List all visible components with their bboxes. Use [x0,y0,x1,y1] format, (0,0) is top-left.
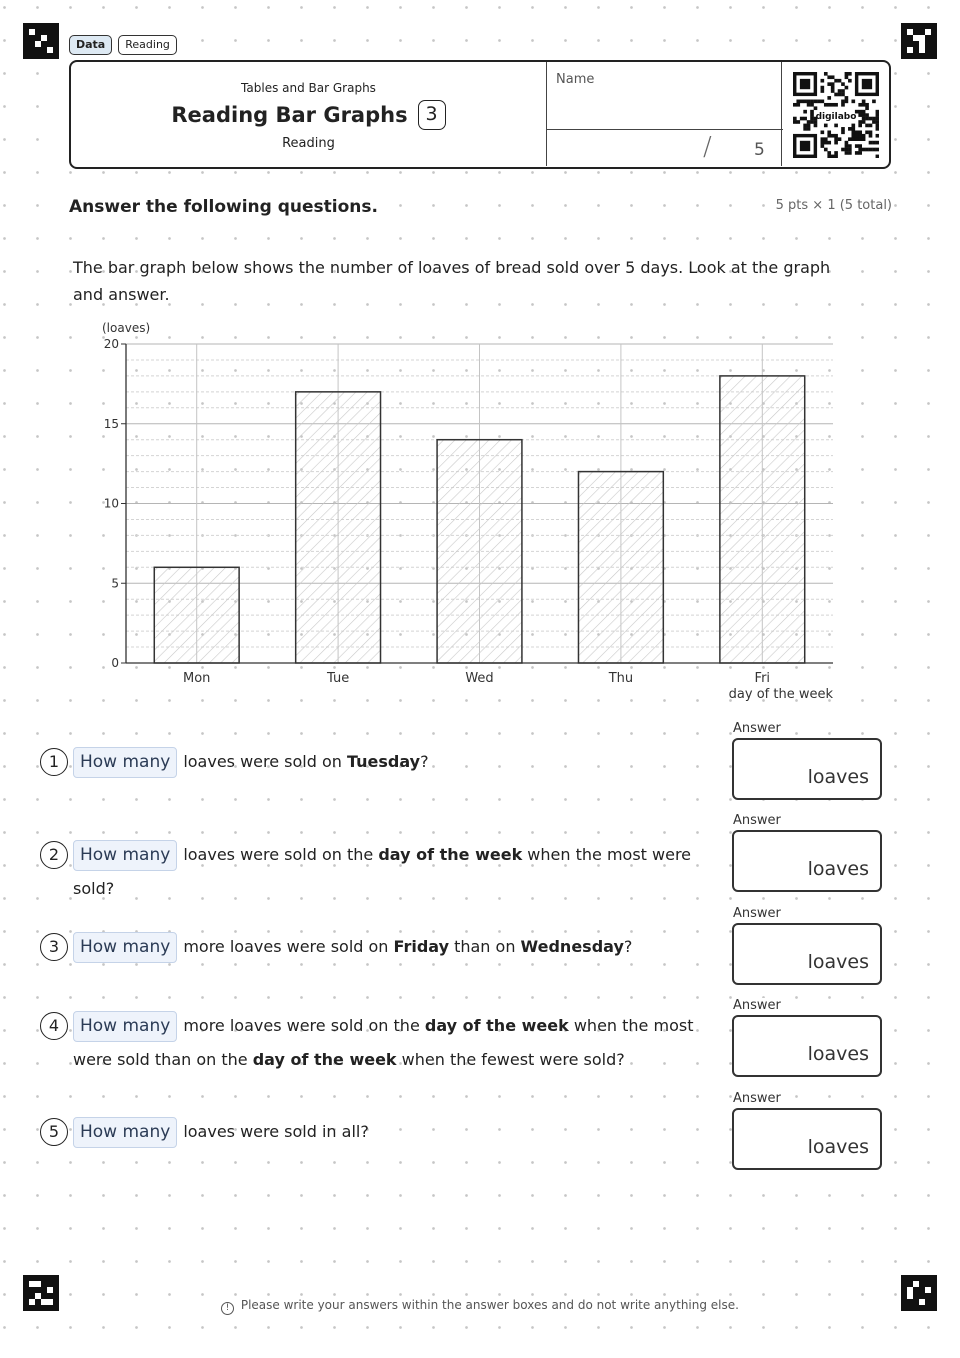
y-axis-label: (loaves) [102,321,151,335]
answer-unit: loaves [807,951,869,973]
question-keyword: Tuesday [347,752,421,771]
question-number: 1 [40,748,68,776]
answer-unit: loaves [807,1043,869,1065]
question-fragment: ? [420,752,429,771]
question-keyword: day of the week [378,845,523,864]
worksheet-header [69,60,891,169]
unit-title: Tables and Bar Graphs [241,81,376,95]
y-tick-label: 10 [103,496,119,511]
page-title-row [71,100,546,130]
answer-label: Answer [733,1091,781,1106]
footer-text: Please write your answers within the answer boxes and do not write anything else. [240,1298,739,1312]
name-score-area [546,62,782,166]
title-block [71,62,546,166]
y-tick-label: 15 [103,416,119,431]
x-axis-label: day of the week [728,687,833,702]
corner-marker-top-right [901,23,937,59]
question-text [73,930,728,964]
answer-label: Answer [733,906,781,921]
bar-chart [90,318,850,708]
how-many-label: How many [73,840,177,871]
answer-box-2[interactable] [732,830,882,892]
x-tick-label: Tue [326,671,350,686]
question-fragment: than on [449,937,521,956]
question-text [73,1115,728,1149]
bar-mon [154,567,239,663]
question-fragment: ? [623,937,633,956]
question-text [73,1009,728,1077]
footer-note [0,1298,960,1315]
worksheet-number: 3 [418,100,446,130]
score-total: 5 [754,140,765,160]
x-tick-label: Thu [608,671,634,686]
x-tick-label: Mon [182,671,211,686]
question-number: 3 [40,933,68,961]
question-fragment: more loaves were sold on [183,937,394,956]
tag-list [69,35,177,55]
question-number: 2 [40,841,68,869]
answer-box-4[interactable] [732,1015,882,1077]
question-fragment: loaves were sold on [183,752,347,771]
x-tick-label: Fri [754,671,771,686]
points-info: 5 pts × 1 (5 total) [775,198,892,213]
question-fragment: when the most were sold than on the [73,1016,694,1069]
intro-text: The bar graph below shows the number of loaves of bread sold over 5 days. Look at the graph and answer. [73,258,831,304]
how-many-label: How many [73,747,177,778]
answer-unit: loaves [807,1136,869,1158]
how-many-label: How many [73,932,177,963]
score-slash: / [703,132,712,162]
question-keyword: day of the week [252,1050,397,1069]
bar-tue [296,392,381,663]
question-text [73,838,728,906]
question-number: 5 [40,1118,68,1146]
info-icon: ! [221,1302,234,1315]
question-fragment: loaves were sold in all? [183,1122,369,1141]
y-tick-label: 0 [111,656,119,670]
page-title: Reading Bar Graphs [171,103,408,127]
bar-chart-svg [90,318,850,708]
question-fragment: loaves were sold on the [183,845,379,864]
instructions: Answer the following questions. [69,197,378,217]
qr-label: digilabo [815,112,857,122]
page-subtitle: Reading [282,136,335,151]
corner-marker-top-left [23,23,59,59]
y-tick-label: 20 [103,337,119,351]
name-divider [547,129,783,130]
how-many-label: How many [73,1117,177,1148]
bar-wed [437,440,522,663]
question-fragment: when the fewest were sold? [396,1050,625,1069]
answer-box-1[interactable] [732,738,882,800]
question-fragment: more loaves were sold on the [183,1016,425,1035]
answer-label: Answer [733,998,781,1013]
question-keyword: Wednesday [520,937,624,956]
question-text [73,745,728,779]
x-tick-label: Wed [465,671,494,686]
question-keyword: Friday [393,937,449,956]
bar-fri [720,376,805,663]
tag-data: Data [69,35,112,55]
tag-reading: Reading [118,35,177,55]
answer-label: Answer [733,813,781,828]
answer-label: Answer [733,721,781,736]
answer-unit: loaves [807,858,869,880]
question-number: 4 [40,1012,68,1040]
question-keyword: day of the week [424,1016,569,1035]
qr-code [793,72,879,158]
name-label: Name [556,72,595,87]
y-tick-label: 5 [111,576,119,591]
question-fragment: when the most were sold? [73,845,692,898]
answer-box-5[interactable] [732,1108,882,1170]
answer-unit: loaves [807,766,869,788]
bar-thu [578,472,663,663]
answer-box-3[interactable] [732,923,882,985]
how-many-label: How many [73,1011,177,1042]
